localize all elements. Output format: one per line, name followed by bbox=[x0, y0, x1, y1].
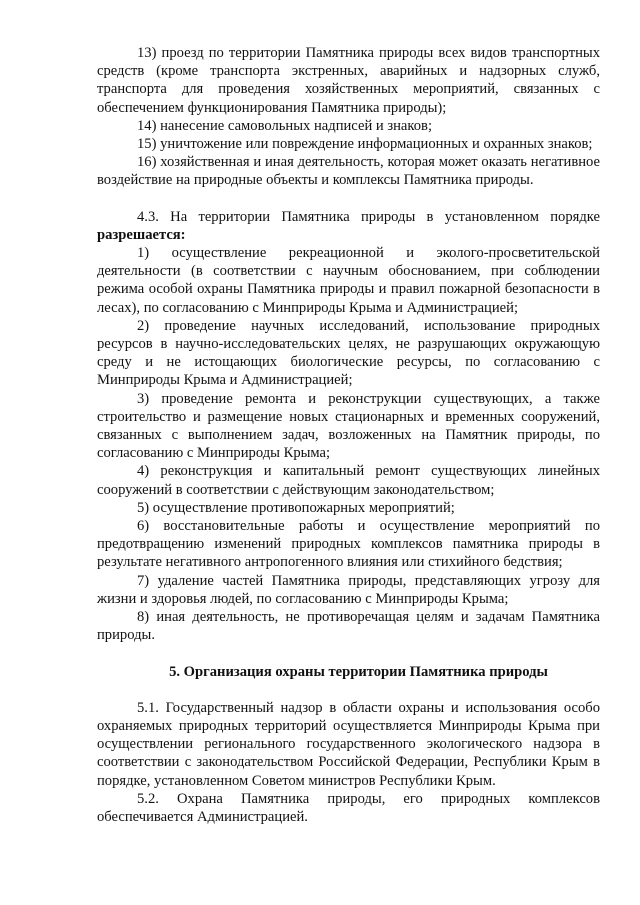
allowed-item-1: 1) осуществление рекреационной и эколого-просветительской деятельности (в соответствии с научным обоснованием, при соблюдении режима особой охраны Памятника природы и правил пожарной безопасности в лесах), по согласованию с Минприроды Крыма и Администрацией; bbox=[97, 245, 600, 316]
spacer bbox=[97, 681, 600, 699]
allowed-item-3: 3) проведение ремонта и реконструкции существующих, а также строительство и размещение новых стационарных и временных сооружений, связанных с выполнением задач, возложенных на Памятник природы, по согласованию с Минприроды Крыма; bbox=[97, 390, 600, 462]
document-page bbox=[97, 44, 600, 826]
section-5-heading: 5. Организация охраны территории Памятника природы bbox=[169, 663, 548, 680]
section-5-2: 5.2. Охрана Памятника природы, его природных комплексов обеспечивается Администрацией. bbox=[97, 790, 600, 825]
prohibited-item-13: 13) проезд по территории Памятника природы всех видов транспортных средств (кроме транспорта экстренных, аварийных и надзорных служб, транспорта для проведения хозяйственных мероприятий, связанных с обеспечением функционирования Памятника природы); bbox=[97, 45, 600, 116]
prohibited-item-14: 14) нанесение самовольных надписей и знаков; bbox=[137, 117, 433, 134]
prohibited-item-15: 15) уничтожение или повреждение информационных и охранных знаков; bbox=[137, 136, 593, 153]
allowed-item-6: 6) восстановительные работы и осуществление мероприятий по предотвращению изменений природных комплексов памятника природы в результате негативного антропогенного влияния или стихийного бедствия; bbox=[97, 518, 600, 571]
allowed-item-5: 5) осуществление противопожарных мероприятий; bbox=[137, 499, 455, 516]
section-4-3-intro-text: 4.3. На территории Памятника природы в установленном порядке bbox=[137, 208, 600, 225]
allowed-item-4: 4) реконструкция и капитальный ремонт существующих линейных сооружений в соответствии с действующим законодательством; bbox=[97, 463, 600, 498]
spacer bbox=[97, 190, 600, 208]
section-4-3-intro-bold: разрешается: bbox=[97, 226, 186, 243]
allowed-item-2: 2) проведение научных исследований, использование природных ресурсов в научно-исследовательских целях, не разрушающих окружающую среду и не истощающих биологические ресурсы, по согласованию с Минприроды Крыма и Администрацией; bbox=[97, 317, 600, 389]
spacer bbox=[97, 645, 600, 663]
section-5-1: 5.1. Государственный надзор в области охраны и использования особо охраняемых природных территорий осуществляется Минприроды Крыма при осуществлении регионального государственного экологического надзора в соответствии с законодательством Российской Федерации, Республики Крым в порядке, установленном Советом министров Республики Крым. bbox=[97, 699, 600, 789]
allowed-item-7: 7) удаление частей Памятника природы, представляющих угрозу для жизни и здоровья людей, по согласованию с Минприроды Крыма; bbox=[97, 572, 600, 607]
allowed-item-8: 8) иная деятельность, не противоречащая целям и задачам Памятника природы. bbox=[97, 609, 600, 644]
prohibited-item-16: 16) хозяйственная и иная деятельность, которая может оказать негативное воздействие на природные объекты и комплексы Памятника природы. bbox=[97, 154, 600, 189]
section-4-3-intro bbox=[97, 208, 600, 244]
